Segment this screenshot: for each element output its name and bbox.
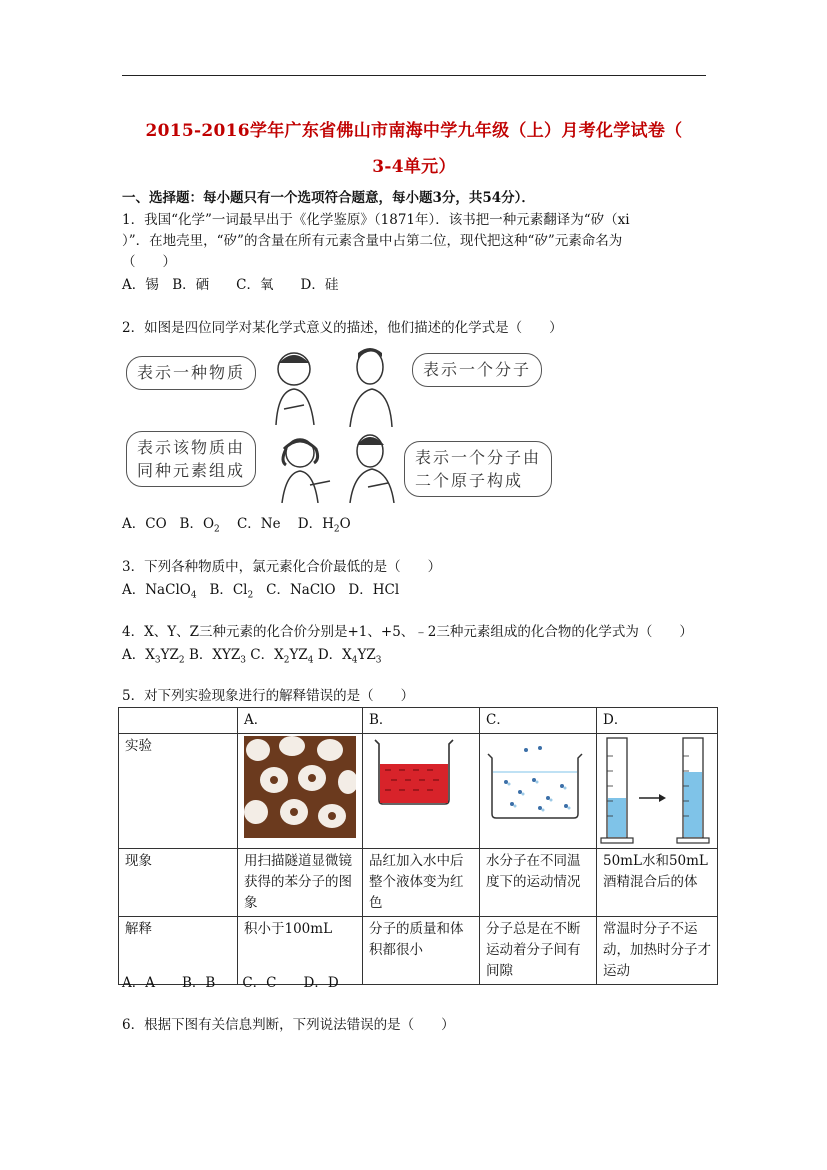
student-boy-icon	[264, 347, 334, 425]
table-cell	[480, 734, 597, 849]
beaker-red-liquid-image	[373, 736, 455, 806]
q6-stem: 6．根据下图有关信息判断，下列说法错误的是（ ）	[122, 1017, 455, 1033]
option-c: C．Ne	[236, 516, 281, 532]
table-cell: 分子总是在不断运动着分子间有间隙	[480, 917, 597, 985]
row-label: 实验	[119, 734, 238, 849]
q4-stem: 4．X、Y、Z三种元素的化合价分别是+1、+5、﹣2三种元素组成的化合物的化学式为（ ）	[122, 624, 693, 640]
benzene-stm-image	[244, 736, 356, 838]
student-girl-icon	[270, 433, 340, 503]
option-a: A．NaClO$_4$	[122, 582, 197, 601]
option-d: D．$X_4YZ_3$	[317, 647, 382, 666]
table-cell: B．	[363, 708, 480, 734]
table-cell: D．	[597, 708, 718, 734]
bubble-text: 表示该物质由	[137, 438, 246, 457]
q1-line3: （ ）	[122, 254, 176, 270]
q2-figure	[122, 343, 562, 503]
graduated-cylinders-image	[599, 736, 711, 846]
header-rule	[122, 75, 706, 76]
bubble-text: 同种元素组成	[137, 461, 246, 480]
table-cell	[238, 734, 363, 849]
table-row	[119, 849, 718, 917]
table-cell: 分子的质量和体积都很小	[363, 917, 480, 985]
table-cell	[363, 734, 480, 849]
q3-options	[122, 580, 399, 606]
speech-bubble	[412, 353, 542, 387]
section-heading: 一、选择题：每小题只有一个选项符合题意，每小题3分，共54分）．	[122, 190, 535, 206]
student-boy2-icon	[344, 431, 404, 503]
student-man-icon	[344, 345, 404, 427]
page-title-continued: 3-4单元）	[372, 157, 456, 177]
bubble-text: 表示一种物质	[137, 363, 246, 382]
q4-options	[122, 645, 382, 671]
option-d: D．$H_2O$	[297, 516, 351, 535]
q2-options	[122, 514, 351, 540]
q1-line2: ）”．在地壳里，“矽”的含量在所有元素含量中占第二位，现代把这种“矽”元素命名为	[122, 233, 623, 249]
table-cell	[597, 734, 718, 849]
q2-stem: 2．如图是四位同学对某化学式意义的描述，他们描述的化学式是（ ）	[122, 320, 563, 336]
q3-stem: 3．下列各种物质中，氯元素化合价最低的是（ ）	[122, 559, 442, 575]
option-d: D．HCl	[348, 582, 400, 598]
table-cell: 品红加入水中后整个液体变为红色	[363, 849, 480, 917]
option-a: A．$X_3YZ_2$	[122, 647, 185, 666]
table-cell: 常温时分子不运动，加热时分子才运动	[597, 917, 718, 985]
page-title: 2015-2016学年广东省佛山市南海中学九年级（上）月考化学试卷（	[145, 121, 683, 141]
table-row	[119, 734, 718, 849]
speech-bubble	[126, 356, 256, 390]
bubble-text: 表示一个分子	[423, 360, 532, 379]
q5-table	[118, 707, 718, 985]
option-b: B．$Cl_2$	[209, 582, 254, 601]
table-cell: 用扫描隧道显微镜获得的苯分子的图象	[238, 849, 363, 917]
table-cell: A．	[238, 708, 363, 734]
option-b: B．$O_2$	[179, 516, 220, 535]
table-cell: 积小于100mL	[238, 917, 363, 985]
row-label: 现象	[119, 849, 238, 917]
q5-stem: 5．对下列实验现象进行的解释错误的是（ ）	[122, 688, 415, 704]
bubble-text: 二个原子构成	[415, 471, 524, 490]
speech-bubble	[404, 441, 552, 497]
table-cell: 50mL水和50mL酒精混合后的体	[597, 849, 718, 917]
bubble-text: 表示一个分子由	[415, 448, 542, 467]
table-header-row	[119, 708, 718, 734]
option-c: C．$X_2YZ_4$	[250, 647, 314, 666]
table-cell: C．	[480, 708, 597, 734]
water-molecules-beaker-image	[486, 742, 584, 822]
row-label: 解释	[119, 917, 238, 985]
speech-bubble	[126, 431, 256, 487]
option-b: B．$XYZ_3$	[188, 647, 246, 666]
q5-options: A．A B．B C．C D．D	[122, 975, 339, 991]
table-cell: 水分子在不同温度下的运动情况	[480, 849, 597, 917]
option-c: C．NaClO	[266, 582, 336, 598]
q1-line1: 1．我国“化学”一词最早出于《化学鉴原》（1871年）．该书把一种元素翻译为“矽（xi	[122, 212, 630, 228]
q1-options: A．锡 B．硒 C．氧 D．硅	[122, 277, 339, 293]
option-a: A．CO	[122, 516, 167, 532]
table-cell	[119, 708, 238, 734]
